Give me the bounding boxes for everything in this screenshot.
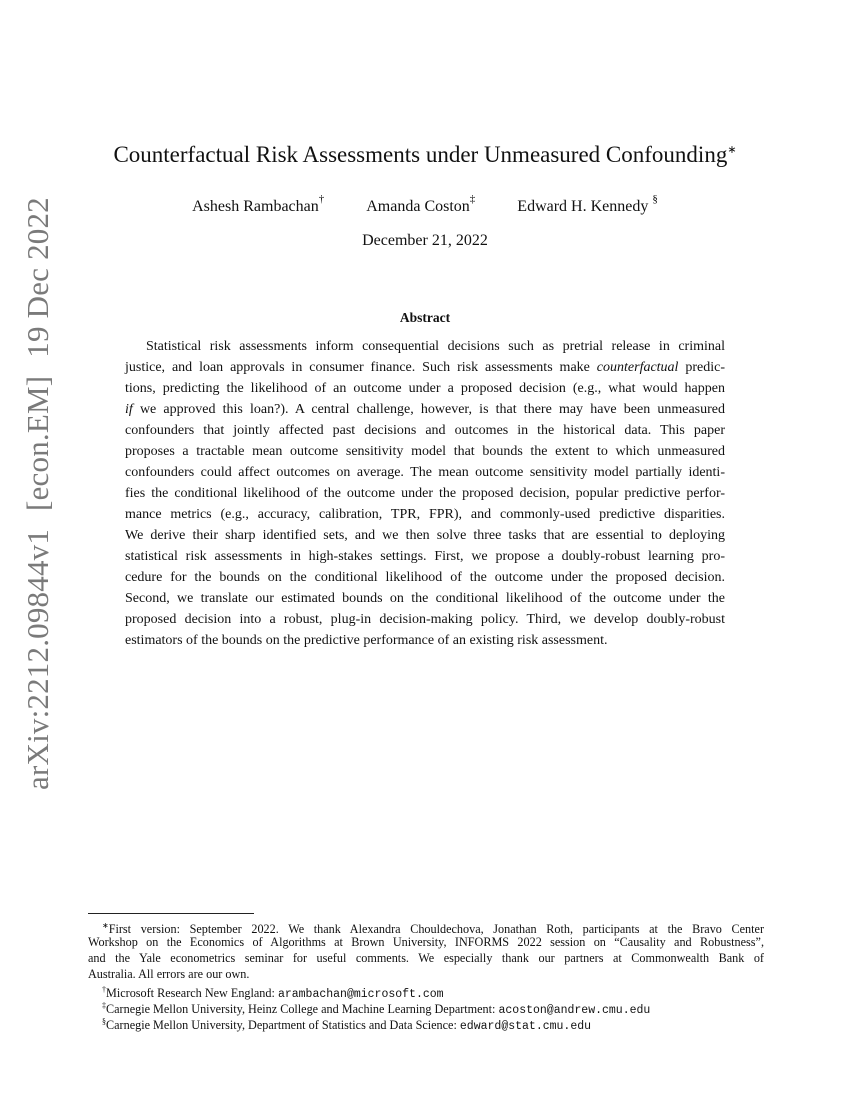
abstract-line: cedure for the bounds on the conditional likelihood of the outcome under the proposed decision.	[125, 570, 725, 585]
email-link[interactable]: acoston@andrew.cmu.edu	[498, 1004, 651, 1017]
title-footnote-mark: ∗	[727, 144, 737, 156]
author: Edward H. Kennedy §	[517, 193, 658, 215]
abstract-line: proposes a tractable mean outcome sensitivity model that bounds the extent to which unmeasured	[125, 444, 725, 459]
footnote-rule	[88, 913, 254, 914]
paper-date: December 21, 2022	[362, 232, 488, 249]
abstract-line: confounders that jointly affected past decisions and outcomes in the historical data. This paper	[125, 423, 725, 438]
abstract-line: justice, and loan approvals in consumer finance. Such risk assessments make counterfactual predic-	[125, 360, 726, 375]
abstract-line: Statistical risk assessments inform consequential decisions such as pretrial release in criminal	[146, 339, 725, 354]
author: Ashesh Rambachan†	[192, 193, 325, 215]
footnote-affiliation: ‡Carnegie Mellon University, Heinz College and Machine Learning Department: acoston@andrew.cmu.edu	[102, 1001, 651, 1017]
footnote-line: Australia. All errors are our own.	[88, 967, 250, 981]
abstract-line: mance metrics (e.g., accuracy, calibration, TPR, FPR), and commonly-used predictive disparities.	[125, 507, 725, 522]
abstract-line: estimators of the bounds on the predictive performance of an existing risk assessment.	[125, 633, 608, 648]
abstract-line: Second, we translate our estimated bounds on the conditional likelihood of the outcome under the	[125, 591, 725, 606]
footnote-line: Workshop on the Economics of Algorithms at Brown University, INFORMS 2022 session on “Causality and Robustness”,	[88, 935, 764, 949]
footnote-line: ∗First version: September 2022. We thank Alexandra Chouldechova, Jonathan Roth, participants at the Bravo Center	[102, 921, 764, 936]
emphasis: if	[125, 402, 133, 417]
author: Amanda Coston‡	[366, 193, 476, 215]
abstract-line: We derive their sharp identified sets, and we then solve three tasks that are essential to deploying	[125, 528, 725, 543]
arxiv-id: arXiv:2212.09844v1	[20, 528, 55, 790]
author-list	[100, 193, 750, 216]
abstract-line: statistical risk assessments in high-stakes settings. First, we propose a doubly-robust learning pro-	[125, 549, 725, 564]
abstract-line: fies the conditional likelihood of the outcome under the proposed decision, popular predictive perfor-	[125, 486, 725, 501]
footnotes	[88, 918, 764, 1033]
footnote-affiliation: §Carnegie Mellon University, Department of Statistics and Data Science: edward@stat.cmu.edu	[102, 1017, 592, 1033]
arxiv-side-stamp	[20, 197, 64, 790]
abstract-line: proposed decision into a robust, plug-in decision-making policy. Third, we develop doubly-robust	[125, 612, 725, 627]
abstract-line: confounders could affect outcomes on average. The mean outcome sensitivity model partially identi-	[125, 465, 725, 480]
footnote-line: and the Yale econometrics seminar for useful comments. We especially thank our partners at Commonwealth Bank of	[88, 951, 764, 965]
arxiv-category: [econ.EM]	[20, 375, 55, 511]
paper-title-text: Counterfactual Risk Assessments under Unmeasured Confounding	[113, 142, 728, 167]
abstract-heading: Abstract	[399, 310, 451, 325]
arxiv-date: 19 Dec 2022	[20, 197, 55, 358]
footnote-affiliation: †Microsoft Research New England: arambachan@microsoft.com	[102, 985, 444, 1001]
email-link[interactable]: edward@stat.cmu.edu	[459, 1020, 592, 1033]
abstract-line: if we approved this loan?). A central challenge, however, is that there may have been unmeasured	[125, 402, 725, 417]
email-link[interactable]: arambachan@microsoft.com	[277, 988, 444, 1001]
paper-title	[60, 142, 790, 168]
emphasis: counterfactual	[596, 360, 679, 375]
abstract-line: tions, predicting the likelihood of an outcome under a proposed decision (e.g., what would happen	[125, 381, 725, 396]
abstract-body	[125, 336, 725, 651]
